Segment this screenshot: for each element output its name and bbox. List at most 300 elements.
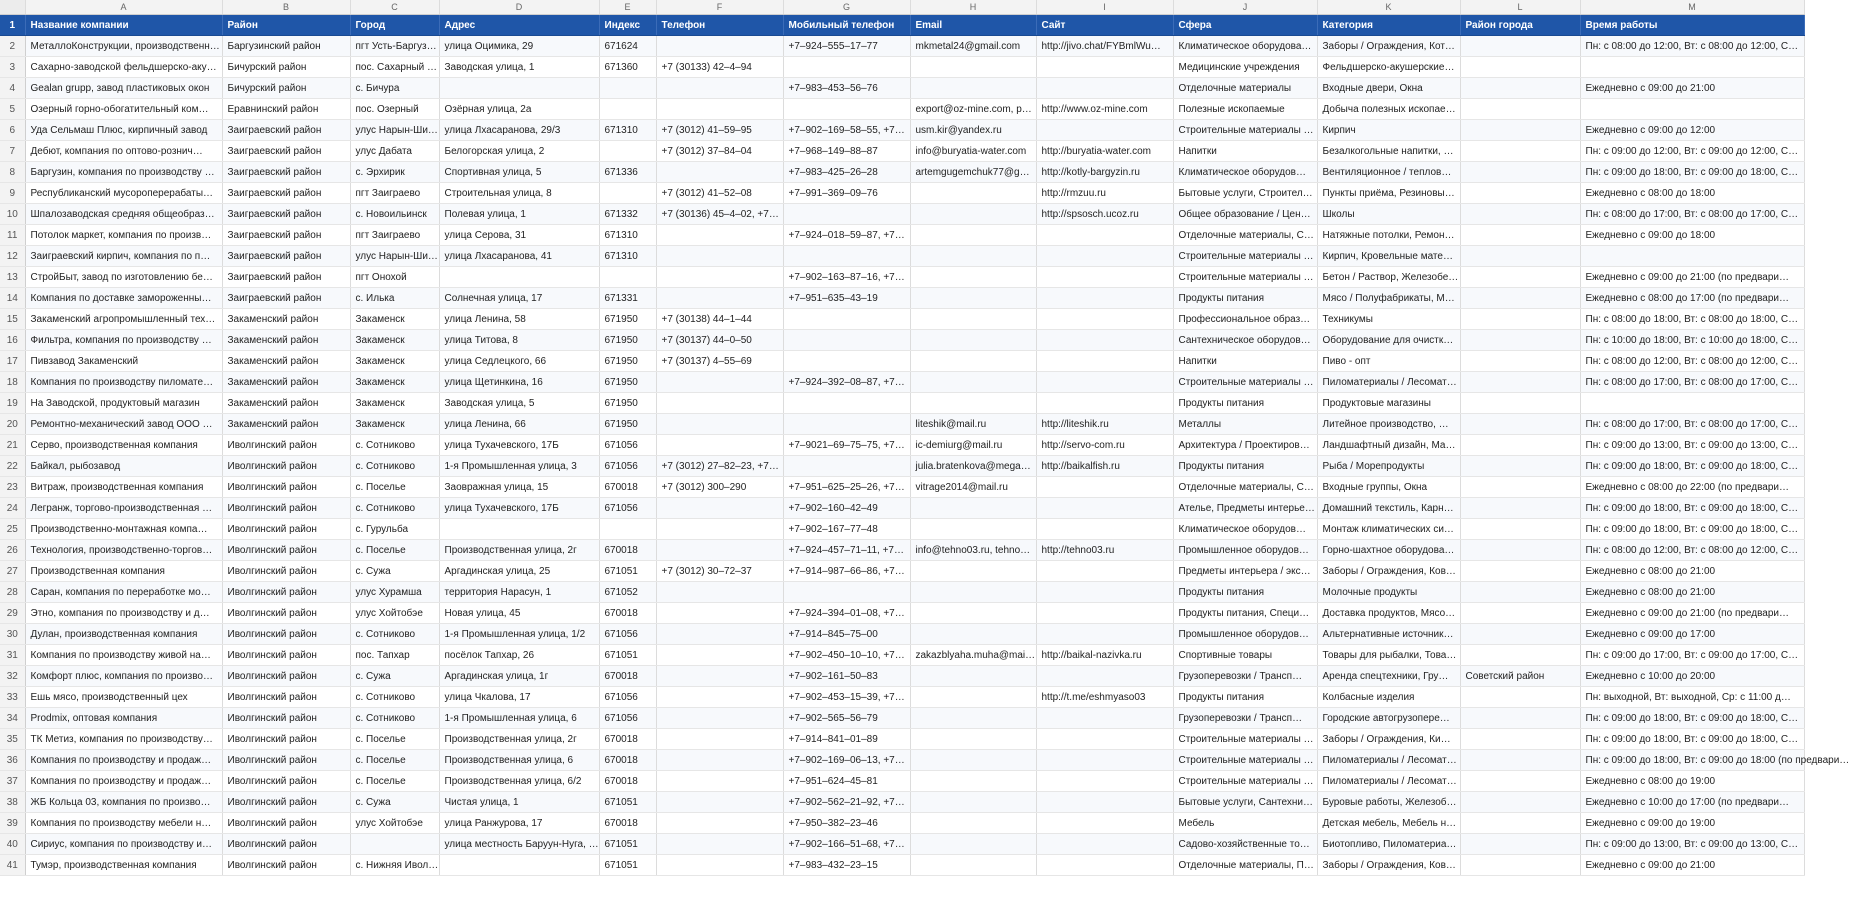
cell[interactable]: Gealan grupp, завод пластиковых окон xyxy=(25,78,222,99)
cell[interactable]: +7–983–453–56–76 xyxy=(783,78,910,99)
cell[interactable] xyxy=(910,666,1036,687)
cell[interactable]: +7–924–457–71–11, +7… xyxy=(783,540,910,561)
cell[interactable] xyxy=(1036,792,1173,813)
cell[interactable]: улица Оцимика, 29 xyxy=(439,36,599,57)
cell[interactable] xyxy=(656,582,783,603)
cell[interactable] xyxy=(1460,309,1580,330)
cell[interactable] xyxy=(656,624,783,645)
row-number[interactable]: 39 xyxy=(0,813,25,834)
cell[interactable]: http://servo-com.ru xyxy=(1036,435,1173,456)
column-letter-d[interactable]: D xyxy=(439,0,599,15)
cell[interactable]: +7–914–987–66–86, +7… xyxy=(783,561,910,582)
cell[interactable]: Заиграевский район xyxy=(222,141,350,162)
row-number[interactable]: 32 xyxy=(0,666,25,687)
cell[interactable] xyxy=(1460,57,1580,78)
cell[interactable] xyxy=(1460,225,1580,246)
cell[interactable] xyxy=(1460,519,1580,540)
cell[interactable]: 671950 xyxy=(599,330,656,351)
cell[interactable]: 670018 xyxy=(599,540,656,561)
cell[interactable]: пгт Заиграево xyxy=(350,225,439,246)
cell[interactable]: Иволгинский район xyxy=(222,834,350,855)
cell[interactable]: Производственная улица, 2г xyxy=(439,729,599,750)
cell[interactable]: Спортивные товары xyxy=(1173,645,1317,666)
cell[interactable]: +7–902–453–15–39, +7… xyxy=(783,687,910,708)
cell[interactable] xyxy=(1460,708,1580,729)
cell[interactable] xyxy=(1460,267,1580,288)
row-number[interactable]: 11 xyxy=(0,225,25,246)
cell[interactable]: Производственная улица, 2г xyxy=(439,540,599,561)
cell[interactable] xyxy=(656,750,783,771)
cell[interactable]: Оборудование для очистк… xyxy=(1317,330,1460,351)
cell[interactable]: +7–914–845–75–00 xyxy=(783,624,910,645)
cell[interactable] xyxy=(1460,603,1580,624)
cell[interactable] xyxy=(656,708,783,729)
cell[interactable]: Ежедневно с 09:00 до 21:00 (по предвари… xyxy=(1580,267,1804,288)
cell[interactable]: liteshik@mail.ru xyxy=(910,414,1036,435)
row-number[interactable]: 38 xyxy=(0,792,25,813)
cell[interactable] xyxy=(910,204,1036,225)
cell[interactable] xyxy=(599,183,656,204)
cell[interactable]: Домашний текстиль, Карн… xyxy=(1317,498,1460,519)
cell[interactable] xyxy=(599,141,656,162)
cell[interactable]: территория Нарасун, 1 xyxy=(439,582,599,603)
row-number[interactable]: 27 xyxy=(0,561,25,582)
cell[interactable]: Заовражная улица, 15 xyxy=(439,477,599,498)
cell[interactable]: Компания по производству мебели н… xyxy=(25,813,222,834)
cell[interactable]: Металлы xyxy=(1173,414,1317,435)
cell[interactable] xyxy=(656,36,783,57)
cell[interactable]: Пн: с 09:00 до 18:00, Вт: с 09:00 до 18:00, С… xyxy=(1580,519,1804,540)
cell[interactable] xyxy=(1036,330,1173,351)
cell[interactable] xyxy=(656,855,783,876)
cell[interactable]: 671331 xyxy=(599,288,656,309)
cell[interactable]: 671056 xyxy=(599,687,656,708)
cell[interactable]: Продукты питания, Специ… xyxy=(1173,603,1317,624)
cell[interactable]: Литейное производство, … xyxy=(1317,414,1460,435)
cell[interactable]: Монтаж климатических си… xyxy=(1317,519,1460,540)
cell[interactable]: http://baikalfish.ru xyxy=(1036,456,1173,477)
cell[interactable]: Полезные ископаемые xyxy=(1173,99,1317,120)
cell[interactable]: +7–9021–69–75–75, +7… xyxy=(783,435,910,456)
cell[interactable]: Ешь мясо, производственный цех xyxy=(25,687,222,708)
row-number[interactable]: 17 xyxy=(0,351,25,372)
cell[interactable]: Аргадинская улица, 25 xyxy=(439,561,599,582)
cell[interactable] xyxy=(599,519,656,540)
cell[interactable] xyxy=(656,645,783,666)
cell[interactable]: 671052 xyxy=(599,582,656,603)
cell[interactable]: Сириус, компания по производству и… xyxy=(25,834,222,855)
cell[interactable] xyxy=(783,351,910,372)
cell[interactable] xyxy=(1460,456,1580,477)
cell[interactable]: Иволгинский район xyxy=(222,456,350,477)
cell[interactable] xyxy=(910,792,1036,813)
row-number[interactable]: 1 xyxy=(0,15,25,36)
cell[interactable]: пгт Онохой xyxy=(350,267,439,288)
cell[interactable] xyxy=(439,855,599,876)
cell[interactable]: На Заводской, продуктовый магазин xyxy=(25,393,222,414)
cell[interactable]: +7–902–565–56–79 xyxy=(783,708,910,729)
cell[interactable]: 670018 xyxy=(599,729,656,750)
cell[interactable]: Заиграевский район xyxy=(222,183,350,204)
cell[interactable]: Техникумы xyxy=(1317,309,1460,330)
cell[interactable]: Пиломатериалы / Лесомат… xyxy=(1317,750,1460,771)
cell[interactable]: с. Сужа xyxy=(350,561,439,582)
cell[interactable] xyxy=(656,225,783,246)
cell[interactable]: Молочные продукты xyxy=(1317,582,1460,603)
cell[interactable]: Отделочные материалы, С… xyxy=(1173,477,1317,498)
cell[interactable] xyxy=(656,393,783,414)
cell[interactable]: Иволгинский район xyxy=(222,435,350,456)
cell[interactable]: пос. Сахарный … xyxy=(350,57,439,78)
cell[interactable]: Пн: с 10:00 до 18:00, Вт: с 10:00 до 18:00, С… xyxy=(1580,330,1804,351)
cell[interactable]: Заборы / Ограждения, Ков… xyxy=(1317,561,1460,582)
cell[interactable] xyxy=(910,351,1036,372)
cell[interactable]: Пиво - опт xyxy=(1317,351,1460,372)
cell[interactable]: http://www.oz-mine.com xyxy=(1036,99,1173,120)
cell[interactable]: info@buryatia-water.com xyxy=(910,141,1036,162)
cell[interactable]: Еравнинский район xyxy=(222,99,350,120)
cell[interactable]: улица Чкалова, 17 xyxy=(439,687,599,708)
cell[interactable]: Компания по доставке замороженны… xyxy=(25,288,222,309)
cell[interactable]: улус Нарын-Ши… xyxy=(350,120,439,141)
cell[interactable]: 671310 xyxy=(599,225,656,246)
cell[interactable] xyxy=(1036,813,1173,834)
header-cell[interactable]: Район xyxy=(222,15,350,36)
cell[interactable]: Солнечная улица, 17 xyxy=(439,288,599,309)
cell[interactable]: улус Хурамша xyxy=(350,582,439,603)
cell[interactable]: Пн: с 09:00 до 17:00, Вт: с 09:00 до 17:00, С… xyxy=(1580,645,1804,666)
header-cell[interactable]: Категория xyxy=(1317,15,1460,36)
cell[interactable] xyxy=(656,729,783,750)
cell[interactable]: +7 (3012) 30–72–37 xyxy=(656,561,783,582)
cell[interactable]: Закаменский агропромышленный тех… xyxy=(25,309,222,330)
cell[interactable]: +7 (30137) 44–0–50 xyxy=(656,330,783,351)
column-letter-j[interactable]: J xyxy=(1173,0,1317,15)
cell[interactable]: +7–983–425–26–28 xyxy=(783,162,910,183)
header-cell[interactable]: Сфера xyxy=(1173,15,1317,36)
cell[interactable]: Пн: с 09:00 до 18:00, Вт: с 09:00 до 18:00, С… xyxy=(1580,708,1804,729)
cell[interactable]: mkmetal24@gmail.com xyxy=(910,36,1036,57)
cell[interactable] xyxy=(1036,120,1173,141)
cell[interactable]: ТК Метиз, компания по производству… xyxy=(25,729,222,750)
cell[interactable] xyxy=(910,708,1036,729)
cell[interactable]: +7 (30136) 45–4–02, +7… xyxy=(656,204,783,225)
column-letter-k[interactable]: K xyxy=(1317,0,1460,15)
row-number[interactable]: 2 xyxy=(0,36,25,57)
cell[interactable] xyxy=(1460,540,1580,561)
cell[interactable] xyxy=(1460,36,1580,57)
cell[interactable]: 671310 xyxy=(599,120,656,141)
cell[interactable]: Витраж, производственная компания xyxy=(25,477,222,498)
cell[interactable]: Пн: с 08:00 до 17:00, Вт: с 08:00 до 17:00, С… xyxy=(1580,204,1804,225)
cell[interactable]: Закаменск xyxy=(350,330,439,351)
cell[interactable]: улица Тухачевского, 17Б xyxy=(439,498,599,519)
cell[interactable] xyxy=(910,267,1036,288)
cell[interactable]: Пн: с 08:00 до 12:00, Вт: с 08:00 до 12:00, С… xyxy=(1580,36,1804,57)
row-number[interactable]: 22 xyxy=(0,456,25,477)
cell[interactable]: 671950 xyxy=(599,351,656,372)
cell[interactable]: 671056 xyxy=(599,456,656,477)
cell[interactable]: +7–983–432–23–15 xyxy=(783,855,910,876)
cell[interactable] xyxy=(910,729,1036,750)
cell[interactable]: Уда Сельмаш Плюс, кирпичный завод xyxy=(25,120,222,141)
cell[interactable]: Ежедневно с 09:00 до 18:00 xyxy=(1580,225,1804,246)
cell[interactable] xyxy=(656,771,783,792)
cell[interactable]: Заводская улица, 1 xyxy=(439,57,599,78)
select-all-corner[interactable] xyxy=(0,0,25,15)
cell[interactable] xyxy=(599,267,656,288)
header-cell[interactable]: Название компании xyxy=(25,15,222,36)
row-number[interactable]: 28 xyxy=(0,582,25,603)
cell[interactable]: улица Ранжурова, 17 xyxy=(439,813,599,834)
cell[interactable]: Пн: с 09:00 до 18:00, Вт: с 09:00 до 18:00, С… xyxy=(1580,729,1804,750)
cell[interactable]: с. Сужа xyxy=(350,792,439,813)
cell[interactable]: с. Поселье xyxy=(350,477,439,498)
cell[interactable] xyxy=(1460,477,1580,498)
cell[interactable]: Этно, компания по производству и д… xyxy=(25,603,222,624)
cell[interactable]: +7 (30137) 4–55–69 xyxy=(656,351,783,372)
cell[interactable] xyxy=(1460,750,1580,771)
cell[interactable]: Производственная улица, 6 xyxy=(439,750,599,771)
cell[interactable]: Садово-хозяйственные то… xyxy=(1173,834,1317,855)
cell[interactable]: 1-я Промышленная улица, 3 xyxy=(439,456,599,477)
cell[interactable] xyxy=(1460,645,1580,666)
cell[interactable]: Продукты питания xyxy=(1173,687,1317,708)
cell[interactable]: Ежедневно с 09:00 до 17:00 xyxy=(1580,624,1804,645)
cell[interactable]: с. Новоильинск xyxy=(350,204,439,225)
header-cell[interactable]: Индекс xyxy=(599,15,656,36)
cell[interactable]: http://liteshik.ru xyxy=(1036,414,1173,435)
cell[interactable]: Пиломатериалы / Лесомат… xyxy=(1317,771,1460,792)
cell[interactable]: Климатическое оборудов… xyxy=(1173,162,1317,183)
cell[interactable]: Бытовые услуги, Сантехни… xyxy=(1173,792,1317,813)
cell[interactable]: Натяжные потолки, Ремон… xyxy=(1317,225,1460,246)
cell[interactable]: 671051 xyxy=(599,834,656,855)
cell[interactable]: Ежедневно с 09:00 до 21:00 (по предвари… xyxy=(1580,603,1804,624)
cell[interactable]: +7–968–149–88–87 xyxy=(783,141,910,162)
cell[interactable]: Продуктовые магазины xyxy=(1317,393,1460,414)
cell[interactable]: +7 (30133) 42–4–94 xyxy=(656,57,783,78)
cell[interactable] xyxy=(910,78,1036,99)
cell[interactable]: Иволгинский район xyxy=(222,708,350,729)
cell[interactable] xyxy=(783,456,910,477)
cell[interactable]: Пн: выходной, Вт: выходной, Ср: с 11:00 д… xyxy=(1580,687,1804,708)
cell[interactable]: с. Сотниково xyxy=(350,687,439,708)
cell[interactable]: 671056 xyxy=(599,498,656,519)
cell[interactable]: Ежедневно с 10:00 до 20:00 xyxy=(1580,666,1804,687)
cell[interactable] xyxy=(1580,57,1804,78)
cell[interactable]: Иволгинский район xyxy=(222,666,350,687)
cell[interactable]: Школы xyxy=(1317,204,1460,225)
cell[interactable] xyxy=(910,183,1036,204)
cell[interactable]: Фельдшерско-акушерские… xyxy=(1317,57,1460,78)
cell[interactable]: Дебют, компания по оптово-рознич… xyxy=(25,141,222,162)
cell[interactable]: Заиграевский район xyxy=(222,204,350,225)
cell[interactable] xyxy=(1036,78,1173,99)
cell[interactable]: http://tehno03.ru xyxy=(1036,540,1173,561)
cell[interactable]: Продукты питания xyxy=(1173,288,1317,309)
cell[interactable]: Иволгинский район xyxy=(222,792,350,813)
cell[interactable]: Ландшафтный дизайн, Ма… xyxy=(1317,435,1460,456)
cell[interactable] xyxy=(910,582,1036,603)
cell[interactable] xyxy=(910,246,1036,267)
cell[interactable]: +7–924–018–59–87, +7… xyxy=(783,225,910,246)
cell[interactable]: Строительные материалы … xyxy=(1173,372,1317,393)
column-letter-l[interactable]: L xyxy=(1460,0,1580,15)
cell[interactable]: 671624 xyxy=(599,36,656,57)
cell[interactable]: Заводская улица, 5 xyxy=(439,393,599,414)
cell[interactable]: http://t.me/eshmyaso03 xyxy=(1036,687,1173,708)
cell[interactable]: 670018 xyxy=(599,771,656,792)
cell[interactable]: Сахарно-заводской фельдшерско-аку… xyxy=(25,57,222,78)
cell[interactable]: 670018 xyxy=(599,477,656,498)
cell[interactable] xyxy=(1460,771,1580,792)
cell[interactable]: Заиграевский район xyxy=(222,267,350,288)
row-number[interactable]: 16 xyxy=(0,330,25,351)
cell[interactable]: Архитектура / Проектиров… xyxy=(1173,435,1317,456)
cell[interactable]: Заиграевский район xyxy=(222,246,350,267)
cell[interactable]: 1-я Промышленная улица, 6 xyxy=(439,708,599,729)
cell[interactable]: Белогорская улица, 2 xyxy=(439,141,599,162)
cell[interactable]: zakazblyaha.muha@mai… xyxy=(910,645,1036,666)
cell[interactable]: Колбасные изделия xyxy=(1317,687,1460,708)
cell[interactable]: Закаменский район xyxy=(222,330,350,351)
cell[interactable]: Кирпич xyxy=(1317,120,1460,141)
cell[interactable] xyxy=(910,288,1036,309)
cell[interactable]: Мясо / Полуфабрикаты, М… xyxy=(1317,288,1460,309)
cell[interactable] xyxy=(656,687,783,708)
cell[interactable]: Компания по производству и продаж… xyxy=(25,750,222,771)
cell[interactable]: Спортивная улица, 5 xyxy=(439,162,599,183)
cell[interactable]: vitrage2014@mail.ru xyxy=(910,477,1036,498)
cell[interactable]: Ателье, Предметы интерье… xyxy=(1173,498,1317,519)
cell[interactable]: 671950 xyxy=(599,393,656,414)
header-cell[interactable]: Мобильный телефон xyxy=(783,15,910,36)
cell[interactable] xyxy=(656,267,783,288)
cell[interactable] xyxy=(783,99,910,120)
cell[interactable]: улица Лхасаранова, 41 xyxy=(439,246,599,267)
cell[interactable] xyxy=(1460,351,1580,372)
cell[interactable]: пгт Заиграево xyxy=(350,183,439,204)
cell[interactable]: Аренда спецтехники, Гру… xyxy=(1317,666,1460,687)
cell[interactable]: Отделочные материалы xyxy=(1173,78,1317,99)
cell[interactable]: Вентиляционное / теплов… xyxy=(1317,162,1460,183)
cell[interactable]: +7 (30138) 44–1–44 xyxy=(656,309,783,330)
cell[interactable]: Заиграевский район xyxy=(222,288,350,309)
cell[interactable] xyxy=(1460,141,1580,162)
cell[interactable]: с. Сотниково xyxy=(350,456,439,477)
cell[interactable] xyxy=(656,519,783,540)
cell[interactable]: ic-demiurg@mail.ru xyxy=(910,435,1036,456)
cell[interactable]: Легранж, торгово-производственная … xyxy=(25,498,222,519)
cell[interactable]: Компания по производству живой на… xyxy=(25,645,222,666)
cell[interactable]: +7–902–169–58–55, +7… xyxy=(783,120,910,141)
cell[interactable]: Ежедневно с 09:00 до 12:00 xyxy=(1580,120,1804,141)
cell[interactable]: Продукты питания xyxy=(1173,456,1317,477)
cell[interactable]: Закаменск xyxy=(350,393,439,414)
column-letter-m[interactable]: M xyxy=(1580,0,1804,15)
cell[interactable]: Закаменский район xyxy=(222,393,350,414)
cell[interactable]: МеталлоКонструкции, производственн… xyxy=(25,36,222,57)
cell[interactable]: Республиканский мусороперерабаты… xyxy=(25,183,222,204)
cell[interactable]: Детская мебель, Мебель н… xyxy=(1317,813,1460,834)
cell[interactable]: 671950 xyxy=(599,309,656,330)
cell[interactable]: 670018 xyxy=(599,750,656,771)
cell[interactable]: с. Сотниково xyxy=(350,498,439,519)
cell[interactable] xyxy=(910,687,1036,708)
cell[interactable] xyxy=(1460,162,1580,183)
cell[interactable]: http://jivo.chat/FYBmlWu… xyxy=(1036,36,1173,57)
cell[interactable]: Пн: с 09:00 до 18:00, Вт: с 09:00 до 18:00, С… xyxy=(1580,498,1804,519)
cell[interactable]: http://kotly-bargyzin.ru xyxy=(1036,162,1173,183)
cell[interactable] xyxy=(656,813,783,834)
cell[interactable]: Входные группы, Окна xyxy=(1317,477,1460,498)
cell[interactable]: улица Серова, 31 xyxy=(439,225,599,246)
cell[interactable]: Иволгинский район xyxy=(222,519,350,540)
cell[interactable]: Доставка продуктов, Мясо… xyxy=(1317,603,1460,624)
cell[interactable]: Строительные материалы … xyxy=(1173,246,1317,267)
row-number[interactable]: 18 xyxy=(0,372,25,393)
cell[interactable] xyxy=(910,225,1036,246)
row-number[interactable]: 7 xyxy=(0,141,25,162)
column-letter-a[interactable]: A xyxy=(25,0,222,15)
cell[interactable]: с. Гурульба xyxy=(350,519,439,540)
cell[interactable]: Иволгинский район xyxy=(222,561,350,582)
cell[interactable]: с. Сотниково xyxy=(350,435,439,456)
cell[interactable]: Заборы / Ограждения, Ки… xyxy=(1317,729,1460,750)
row-number[interactable]: 25 xyxy=(0,519,25,540)
cell[interactable]: Иволгинский район xyxy=(222,729,350,750)
cell[interactable]: 671332 xyxy=(599,204,656,225)
cell[interactable] xyxy=(656,372,783,393)
cell[interactable] xyxy=(1580,99,1804,120)
row-number[interactable]: 37 xyxy=(0,771,25,792)
cell[interactable] xyxy=(1460,414,1580,435)
cell[interactable]: Производственная компания xyxy=(25,561,222,582)
cell[interactable]: Пн: с 09:00 до 13:00, Вт: с 09:00 до 13:00, С… xyxy=(1580,834,1804,855)
cell[interactable]: с. Поселье xyxy=(350,750,439,771)
cell[interactable]: Рыба / Морепродукты xyxy=(1317,456,1460,477)
cell[interactable]: Иволгинский район xyxy=(222,603,350,624)
cell[interactable]: julia.bratenkova@mega… xyxy=(910,456,1036,477)
row-number[interactable]: 14 xyxy=(0,288,25,309)
cell[interactable]: 671360 xyxy=(599,57,656,78)
cell[interactable]: ЖБ Кольца 03, компания по произво… xyxy=(25,792,222,813)
cell[interactable] xyxy=(656,99,783,120)
column-letter-c[interactable]: C xyxy=(350,0,439,15)
cell[interactable] xyxy=(656,792,783,813)
cell[interactable]: Ежедневно с 08:00 до 17:00 (по предвари… xyxy=(1580,288,1804,309)
cell[interactable] xyxy=(656,162,783,183)
cell[interactable] xyxy=(1460,99,1580,120)
cell[interactable]: Пн: с 08:00 до 17:00, Вт: с 08:00 до 17:00, С… xyxy=(1580,372,1804,393)
cell[interactable]: +7–902–166–51–68, +7… xyxy=(783,834,910,855)
cell[interactable]: 671056 xyxy=(599,624,656,645)
cell[interactable] xyxy=(1036,771,1173,792)
cell[interactable]: 671950 xyxy=(599,414,656,435)
cell[interactable]: +7 (3012) 27–82–23, +7… xyxy=(656,456,783,477)
cell[interactable] xyxy=(656,288,783,309)
cell[interactable]: Ежедневно с 09:00 до 21:00 xyxy=(1580,78,1804,99)
cell[interactable]: Пн: с 09:00 до 18:00, Вт: с 09:00 до 18:00 (по предвари… xyxy=(1580,750,1804,771)
cell[interactable]: с. Поселье xyxy=(350,729,439,750)
cell[interactable]: пгт Усть-Баргуз… xyxy=(350,36,439,57)
header-cell[interactable]: Город xyxy=(350,15,439,36)
cell[interactable] xyxy=(1460,855,1580,876)
cell[interactable] xyxy=(656,666,783,687)
cell[interactable]: Компания по производству и продаж… xyxy=(25,771,222,792)
cell[interactable]: Шпалозаводская средняя общеобраз… xyxy=(25,204,222,225)
